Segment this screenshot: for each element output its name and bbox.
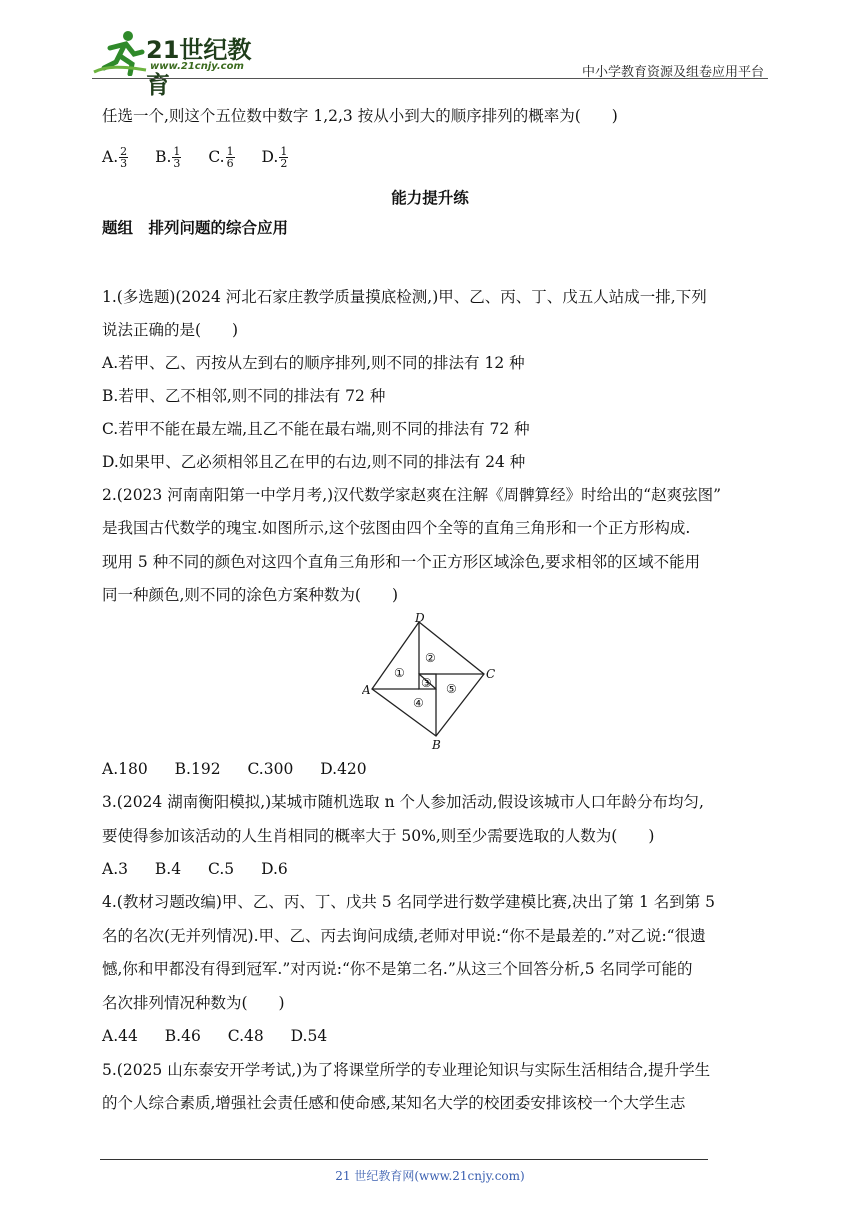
q4-option-a: A.44 (102, 1027, 138, 1045)
q2-option-d: D.420 (320, 760, 367, 778)
label-c: C (486, 667, 496, 681)
q4-stem-line1: 4.(教材习题改编)甲、乙、丙、丁、戊共 5 名同学进行数学建模比赛,决出了第 1 名到第 5 (102, 893, 716, 911)
q2-stem-line4: 同一种颜色,则不同的涂色方案种数为( ) (102, 586, 399, 604)
q1-option-b: B.若甲、乙不相邻,则不同的排法有 72 种 (102, 387, 386, 405)
q3-stem-line2: 要使得参加该活动的人生肖相同的概率大于 50%,则至少需要选取的人数为( ) (102, 827, 655, 845)
q4-option-d: D.54 (290, 1027, 328, 1045)
q4-option-b: B.46 (164, 1027, 201, 1045)
logo-text: 21世纪教育 (146, 36, 252, 99)
group-title: 题组 排列问题的综合应用 (102, 218, 289, 237)
q2-option-b: B.192 (174, 760, 221, 778)
q2-stem-line3: 现用 5 种不同的颜色对这四个直角三角形和一个正方形区域涂色,要求相邻的区域不能用 (102, 553, 701, 571)
label-a: A (362, 683, 371, 697)
section-title: 能力提升练 (391, 188, 469, 207)
page-header (92, 28, 768, 99)
q2-stem-line1: 2.(2023 河南南阳第一中学月考,)汉代数学家赵爽在注解《周髀算经》时给出的“赵爽弦图” (102, 486, 722, 504)
q4-stem-line3: 憾,你和甲都没有得到冠军.”对丙说:“你不是第二名.”从这三个回答分析,5 名同学可能的 (102, 960, 693, 978)
q5-stem-line1: 5.(2025 山东泰安开学考试,)为了将课堂所学的专业理论知识与实际生活相结合,提升学生 (102, 1061, 711, 1079)
label-b: B (432, 738, 441, 752)
region-5: ⑤ (446, 682, 457, 696)
q1-option-a: A.若甲、乙、丙按从左到右的顺序排列,则不同的排法有 12 种 (102, 354, 525, 372)
q3-stem-line1: 3.(2024 湖南衡阳模拟,)某城市随机选取 n 个人参加活动,假设该城市人口年龄分布均匀, (102, 793, 704, 811)
q2-option-c: C.300 (247, 760, 294, 778)
q3-option-d: D.6 (261, 860, 288, 878)
zhaoshuang-figure (362, 612, 502, 754)
logo-url: www.21cnjy.com (150, 61, 244, 72)
intro-option-d: D. $\frac{1}{2}$ (261, 145, 288, 170)
region-1: ① (394, 666, 405, 680)
site-logo (92, 28, 262, 99)
footer-text: 21 世纪教育网(www.21cnjy.com) (335, 1169, 525, 1183)
header-divider (92, 78, 768, 79)
intro-option-a: A. $\frac{2}{3}$ (102, 145, 128, 170)
footer-divider (100, 1159, 708, 1160)
region-2: ② (425, 651, 436, 665)
q5-stem-line2: 的个人综合素质,增强社会责任感和使命感,某知名大学的校团委安排该校一个大学生志 (102, 1094, 686, 1112)
region-4: ④ (413, 696, 424, 710)
q4-options (102, 1026, 349, 1046)
intro-text: 任选一个,则这个五位数中数字 1,2,3 按从小到大的顺序排列的概率为( ) (102, 107, 618, 125)
label-d: D (415, 612, 425, 625)
q1-option-d: D.如果甲、乙必须相邻且乙在甲的右边,则不同的排法有 24 种 (102, 453, 526, 471)
q1-stem-line2: 说法正确的是( ) (102, 321, 239, 339)
intro-option-c: C. $\frac{1}{6}$ (208, 145, 234, 170)
intro-option-b: B. $\frac{1}{3}$ (155, 145, 181, 170)
q1-option-c: C.若甲不能在最左端,且乙不能在最右端,则不同的排法有 72 种 (102, 420, 530, 438)
q2-stem-line2: 是我国古代数学的瑰宝.如图所示,这个弦图由四个全等的直角三角形和一个正方形构成. (102, 519, 691, 537)
q3-options (102, 859, 310, 879)
q1-stem-line1: 1.(多选题)(2024 河北石家庄教学质量摸底检测,)甲、乙、丙、丁、戊五人站成一排,下列 (102, 288, 707, 306)
q4-stem-line4: 名次排列情况种数为( ) (102, 994, 285, 1012)
q2-option-a: A.180 (102, 760, 148, 778)
platform-text: 中小学教育资源及组卷应用平台 (581, 65, 764, 80)
q3-option-b: B.4 (154, 860, 182, 878)
string-diagram (362, 612, 502, 754)
q3-option-a: A.3 (102, 860, 128, 878)
q4-option-c: C.48 (227, 1027, 264, 1045)
runner-logo-icon (92, 28, 148, 76)
q3-option-c: C.5 (208, 860, 235, 878)
intro-options (102, 146, 310, 169)
q4-stem-line2: 名的名次(无并列情况).甲、乙、丙去询问成绩,老师对甲说:“你不是最差的.”对乙说:“很遗 (102, 927, 706, 945)
q2-options (102, 759, 389, 779)
region-3: ③ (421, 676, 432, 690)
